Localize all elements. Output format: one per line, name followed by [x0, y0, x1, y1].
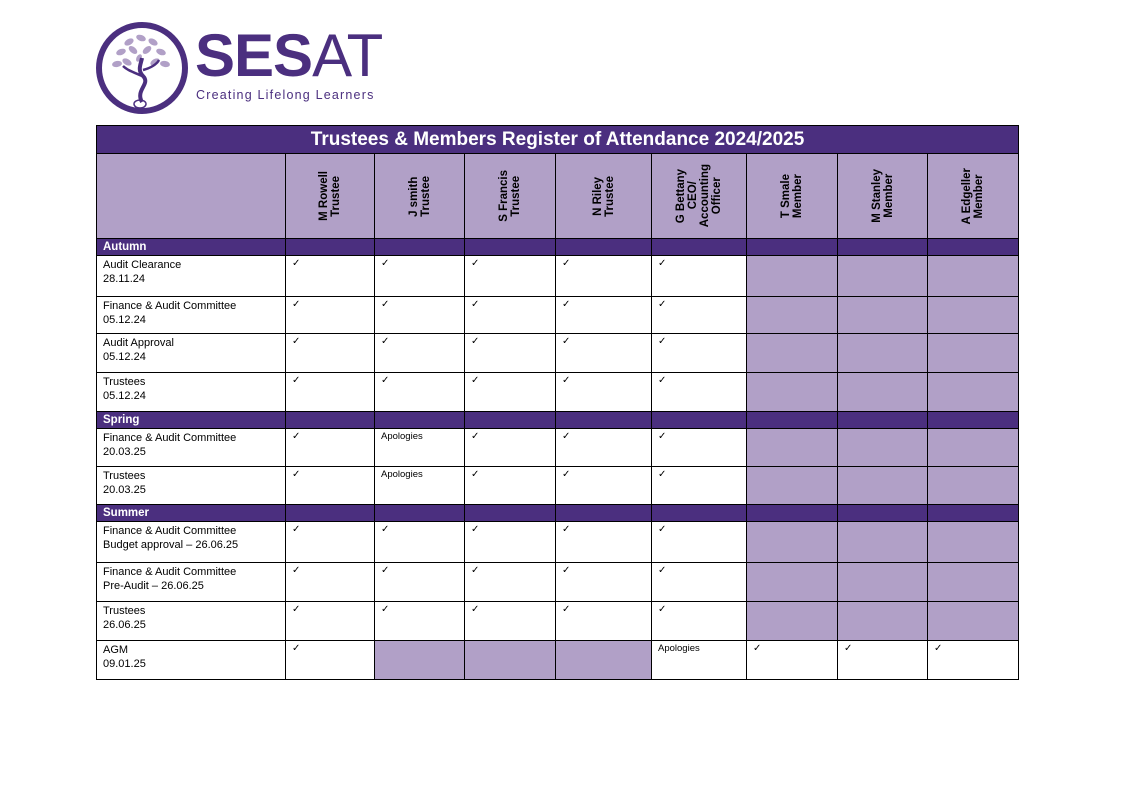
- section-blank-cell: [747, 505, 838, 522]
- section-blank-cell: [286, 505, 375, 522]
- header-row: [97, 154, 1019, 239]
- attended-check-cell: ✓: [556, 522, 652, 563]
- not-applicable-cell: [747, 297, 838, 334]
- section-blank-cell: [838, 412, 928, 429]
- attended-check-cell: ✓: [652, 256, 747, 297]
- attended-check-cell: ✓: [375, 256, 465, 297]
- logo-word-main: SES: [195, 22, 313, 89]
- attended-check-cell: ✓: [652, 602, 747, 641]
- not-applicable-cell: [838, 602, 928, 641]
- not-applicable-cell: [556, 641, 652, 680]
- not-applicable-cell: [928, 334, 1019, 373]
- not-applicable-cell: [928, 522, 1019, 563]
- section-blank-cell: [375, 239, 465, 256]
- attended-check-cell: ✓: [286, 256, 375, 297]
- column-header-wrap: [556, 154, 651, 238]
- attended-check-cell: ✓: [465, 429, 556, 467]
- meeting-row: [97, 256, 1019, 297]
- attended-check-cell: ✓: [465, 563, 556, 602]
- tree-emblem-icon: [95, 20, 191, 116]
- column-header: [556, 154, 652, 239]
- not-applicable-cell: [928, 256, 1019, 297]
- attended-check-cell: ✓: [465, 467, 556, 505]
- not-applicable-cell: [838, 429, 928, 467]
- attended-check-cell: ✓: [652, 297, 747, 334]
- section-blank-cell: [556, 412, 652, 429]
- attended-check-cell: ✓: [286, 563, 375, 602]
- attended-check-cell: ✓: [465, 334, 556, 373]
- meeting-row: [97, 297, 1019, 334]
- attended-check-cell: ✓: [286, 334, 375, 373]
- not-applicable-cell: [747, 522, 838, 563]
- section-blank-cell: [928, 505, 1019, 522]
- meeting-label: Finance & Audit Committee 20.03.25: [97, 429, 286, 467]
- column-header-label: N Riley Trustee: [591, 175, 616, 217]
- attended-check-cell: ✓: [375, 563, 465, 602]
- not-applicable-cell: [375, 641, 465, 680]
- attended-check-cell: ✓: [375, 297, 465, 334]
- attended-check-cell: ✓: [747, 641, 838, 680]
- meeting-label: Trustees 20.03.25: [97, 467, 286, 505]
- attended-check-cell: ✓: [375, 602, 465, 641]
- column-header: [465, 154, 556, 239]
- meeting-label: Finance & Audit Committee 05.12.24: [97, 297, 286, 334]
- attended-check-cell: ✓: [286, 641, 375, 680]
- meeting-label: Audit Clearance 28.11.24: [97, 256, 286, 297]
- attended-check-cell: ✓: [286, 467, 375, 505]
- logo-tagline: Creating Lifelong Learners: [196, 88, 375, 102]
- section-label: Autumn: [97, 239, 286, 256]
- section-row: [97, 239, 1019, 256]
- not-applicable-cell: [747, 373, 838, 412]
- column-header: [928, 154, 1019, 239]
- attendance-register-table: [96, 125, 1019, 680]
- not-applicable-cell: [928, 373, 1019, 412]
- section-blank-cell: [286, 412, 375, 429]
- column-header-label: M Stanley Member: [870, 169, 895, 223]
- not-applicable-cell: [928, 297, 1019, 334]
- section-blank-cell: [465, 412, 556, 429]
- not-applicable-cell: [838, 334, 928, 373]
- not-applicable-cell: [928, 467, 1019, 505]
- section-blank-cell: [928, 412, 1019, 429]
- attended-check-cell: ✓: [375, 373, 465, 412]
- not-applicable-cell: [838, 256, 928, 297]
- attended-check-cell: ✓: [286, 522, 375, 563]
- column-header-label: M Rowell Trustee: [318, 171, 342, 221]
- attended-check-cell: ✓: [556, 467, 652, 505]
- section-blank-cell: [375, 412, 465, 429]
- meeting-label: Trustees 26.06.25: [97, 602, 286, 641]
- section-label: Summer: [97, 505, 286, 522]
- meeting-row: [97, 373, 1019, 412]
- column-header-wrap: [838, 154, 927, 238]
- section-blank-cell: [747, 412, 838, 429]
- sesat-logo: [95, 20, 395, 118]
- attended-check-cell: ✓: [465, 373, 556, 412]
- attended-check-cell: ✓: [286, 429, 375, 467]
- column-header-wrap: [465, 154, 555, 238]
- meeting-label: Trustees 05.12.24: [97, 373, 286, 412]
- section-blank-cell: [838, 239, 928, 256]
- not-applicable-cell: [747, 467, 838, 505]
- section-blank-cell: [375, 505, 465, 522]
- not-applicable-cell: [928, 563, 1019, 602]
- attended-check-cell: ✓: [286, 297, 375, 334]
- not-applicable-cell: [747, 563, 838, 602]
- attended-check-cell: ✓: [652, 373, 747, 412]
- attended-check-cell: ✓: [286, 602, 375, 641]
- column-header: [375, 154, 465, 239]
- attended-check-cell: ✓: [465, 297, 556, 334]
- column-header-label: J smith Trustee: [407, 175, 432, 217]
- section-blank-cell: [465, 239, 556, 256]
- column-header: [838, 154, 928, 239]
- not-applicable-cell: [747, 429, 838, 467]
- attended-check-cell: ✓: [375, 334, 465, 373]
- attended-check-cell: ✓: [652, 522, 747, 563]
- section-blank-cell: [928, 239, 1019, 256]
- column-header-wrap: [747, 154, 837, 238]
- column-header-label: G Bettany CEO/ Accounting Officer: [675, 164, 723, 228]
- column-header-wrap: [652, 154, 746, 238]
- attended-check-cell: ✓: [465, 522, 556, 563]
- not-applicable-cell: [747, 602, 838, 641]
- attended-check-cell: ✓: [556, 297, 652, 334]
- not-applicable-cell: [747, 256, 838, 297]
- column-header: [286, 154, 375, 239]
- meeting-row: [97, 522, 1019, 563]
- not-applicable-cell: [465, 641, 556, 680]
- section-blank-cell: [556, 239, 652, 256]
- header-blank-cell: [97, 154, 286, 239]
- apologies-cell: Apologies: [375, 429, 465, 467]
- not-applicable-cell: [838, 373, 928, 412]
- column-header-label: T Smale Member: [780, 173, 804, 219]
- not-applicable-cell: [838, 467, 928, 505]
- section-row: [97, 505, 1019, 522]
- attended-check-cell: ✓: [652, 429, 747, 467]
- attended-check-cell: ✓: [556, 602, 652, 641]
- attended-check-cell: ✓: [556, 429, 652, 467]
- attended-check-cell: ✓: [928, 641, 1019, 680]
- meeting-row: [97, 602, 1019, 641]
- apologies-cell: Apologies: [652, 641, 747, 680]
- attended-check-cell: ✓: [556, 334, 652, 373]
- section-label: Spring: [97, 412, 286, 429]
- apologies-cell: Apologies: [375, 467, 465, 505]
- logo-word-end: AT: [312, 22, 383, 89]
- meeting-row: [97, 334, 1019, 373]
- column-header-label: S Francis Trustee: [498, 170, 522, 222]
- not-applicable-cell: [928, 429, 1019, 467]
- attended-check-cell: ✓: [556, 373, 652, 412]
- column-header-label: A Edgeller Member: [961, 167, 986, 225]
- column-header-wrap: [375, 154, 464, 238]
- section-blank-cell: [652, 505, 747, 522]
- section-row: [97, 412, 1019, 429]
- not-applicable-cell: [928, 602, 1019, 641]
- attended-check-cell: ✓: [652, 563, 747, 602]
- section-blank-cell: [465, 505, 556, 522]
- column-header-wrap: [928, 154, 1018, 238]
- not-applicable-cell: [838, 522, 928, 563]
- column-header: [747, 154, 838, 239]
- title-row: [97, 126, 1019, 154]
- not-applicable-cell: [747, 334, 838, 373]
- column-header-wrap: [286, 154, 374, 238]
- attended-check-cell: ✓: [465, 256, 556, 297]
- attended-check-cell: ✓: [652, 334, 747, 373]
- not-applicable-cell: [838, 563, 928, 602]
- not-applicable-cell: [838, 297, 928, 334]
- section-blank-cell: [652, 412, 747, 429]
- attended-check-cell: ✓: [652, 467, 747, 505]
- logo-wordmark: [195, 22, 383, 89]
- section-blank-cell: [652, 239, 747, 256]
- meeting-row: [97, 641, 1019, 680]
- attended-check-cell: ✓: [375, 522, 465, 563]
- attended-check-cell: ✓: [838, 641, 928, 680]
- attended-check-cell: ✓: [556, 563, 652, 602]
- meeting-row: [97, 467, 1019, 505]
- meeting-row: [97, 429, 1019, 467]
- section-blank-cell: [747, 239, 838, 256]
- meeting-label: Audit Approval 05.12.24: [97, 334, 286, 373]
- column-header: [652, 154, 747, 239]
- meeting-label: AGM 09.01.25: [97, 641, 286, 680]
- meeting-label: Finance & Audit Committee Pre-Audit – 26.06.25: [97, 563, 286, 602]
- register-title: Trustees & Members Register of Attendance 2024/2025: [97, 126, 1019, 154]
- meeting-label: Finance & Audit Committee Budget approval – 26.06.25: [97, 522, 286, 563]
- attended-check-cell: ✓: [465, 602, 556, 641]
- section-blank-cell: [556, 505, 652, 522]
- attended-check-cell: ✓: [556, 256, 652, 297]
- section-blank-cell: [838, 505, 928, 522]
- section-blank-cell: [286, 239, 375, 256]
- attended-check-cell: ✓: [286, 373, 375, 412]
- meeting-row: [97, 563, 1019, 602]
